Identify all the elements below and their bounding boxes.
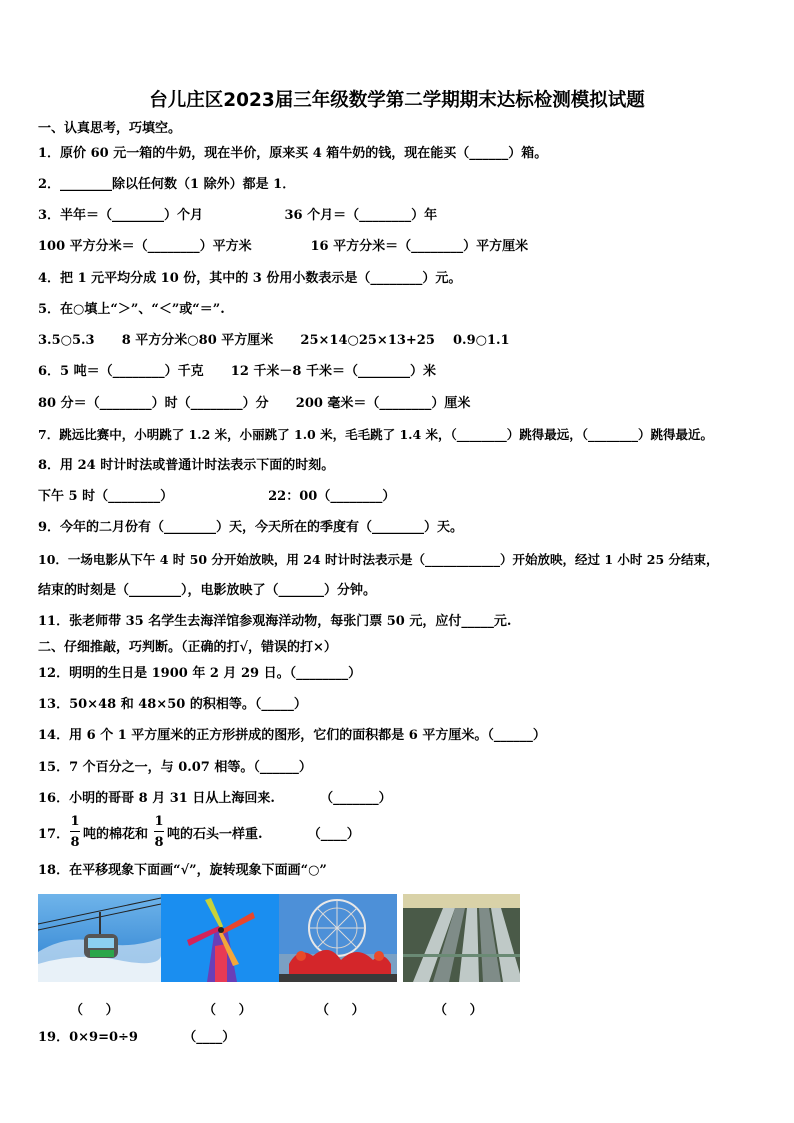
- question-15: 15．7 个百分之一，与 0.07 相等。（______）: [38, 760, 312, 775]
- question-17-part-1: 吨的棉花和: [83, 827, 149, 842]
- section-1-heading: 一、认真思考，巧填空。: [38, 121, 182, 136]
- question-1: 1．原价 60 元一箱的牛奶，现在半价，原来买 4 箱牛奶的钱，现在能买（______）箱。: [38, 146, 548, 161]
- fraction-2-numerator: 1: [154, 814, 164, 829]
- question-11: 11．张老师带 35 名学生去海洋馆参观海洋动物，每张门票 50 元，应付_____元.: [38, 614, 512, 629]
- question-17-part-2: 吨的石头一样重. （____）: [167, 827, 360, 842]
- answer-blank-3[interactable]: （ ）: [316, 1003, 365, 1018]
- fraction-bar: [154, 831, 164, 832]
- answer-blank-4[interactable]: （ ）: [434, 1003, 483, 1018]
- question-9: 9．今年的二月份有（________）天，今天所在的季度有（________）天。: [38, 520, 464, 535]
- fraction-1-numerator: 1: [70, 814, 80, 829]
- fraction-bar: [70, 831, 80, 832]
- question-10-line-2: 结束的时刻是（________），电影放映了（_______）分钟。: [38, 583, 377, 598]
- question-18: 18．在平移现象下面画“√”，旋转现象下面画“○”: [38, 863, 327, 878]
- section-2-heading: 二、仔细推敲，巧判断。（正确的打√，错误的打×）: [38, 640, 337, 655]
- question-5: 5．在○填上“＞”、“＜”或“＝”.: [38, 302, 225, 317]
- question-6-line-2: 80 分＝（________）时（________）分 200 毫米＝（________）厘米: [38, 396, 471, 411]
- question-6-line-1: 6．5 吨＝（________）千克 12 千米－8 千米＝（________）米: [38, 364, 436, 379]
- windmill-picture: [161, 894, 279, 982]
- question-17-number: 17．: [38, 827, 70, 842]
- answer-blank-2[interactable]: （ ）: [203, 1003, 252, 1018]
- question-16: 16．小明的哥哥 8 月 31 日从上海回来. （_______）: [38, 791, 392, 806]
- question-2: 2．________除以任何数（1 除外）都是 1．: [38, 177, 296, 192]
- question-8-items: 下午 5 时（________） 22：00（________）: [38, 489, 396, 504]
- question-13: 13．50×48 和 48×50 的积相等。（_____）: [38, 697, 307, 712]
- question-8: 8．用 24 时计时法或普通计时法表示下面的时刻。: [38, 458, 335, 473]
- page-title: 台儿庄区2023届三年级数学第二学期期末达标检测模拟试题: [149, 90, 645, 111]
- question-19: 19．0×9=0÷9 （____）: [38, 1030, 236, 1045]
- question-14: 14．用 6 个 1 平方厘米的正方形拼成的图形，它们的面积都是 6 平方厘米。（______）: [38, 728, 546, 743]
- ferris-wheel-picture: [279, 894, 397, 982]
- escalator-picture: [403, 894, 520, 982]
- fraction-1-denominator: 8: [70, 835, 80, 850]
- question-4: 4．把 1 元平均分成 10 份，其中的 3 份用小数表示是（________）元。: [38, 271, 462, 286]
- question-3-line-1: 3．半年＝（________）个月 36 个月＝（________）年: [38, 208, 438, 223]
- question-10-line-1: 10．一场电影从下午 4 时 50 分开始放映，用 24 时计时法表示是（____________）开始放映，经过 1 小时 25 分结束，: [38, 552, 719, 567]
- fraction-2-denominator: 8: [154, 835, 164, 850]
- question-5-items: 3.5○5.3 8 平方分米○80 平方厘米 25×14○25×13+25 0.9○1.1: [38, 333, 510, 348]
- question-12: 12．明明的生日是 1900 年 2 月 29 日。（________）: [38, 666, 362, 681]
- question-3-line-2: 100 平方分米＝（________）平方米 16 平方分米＝（________）平方厘米: [38, 239, 529, 254]
- cable-car-picture: [38, 894, 161, 982]
- question-7: 7．跳远比赛中，小明跳了 1.2 米，小丽跳了 1.0 米，毛毛跳了 1.4 米，（________）跳得最远，（________）跳得最近。: [38, 427, 714, 442]
- answer-blank-1[interactable]: （ ）: [70, 1003, 119, 1018]
